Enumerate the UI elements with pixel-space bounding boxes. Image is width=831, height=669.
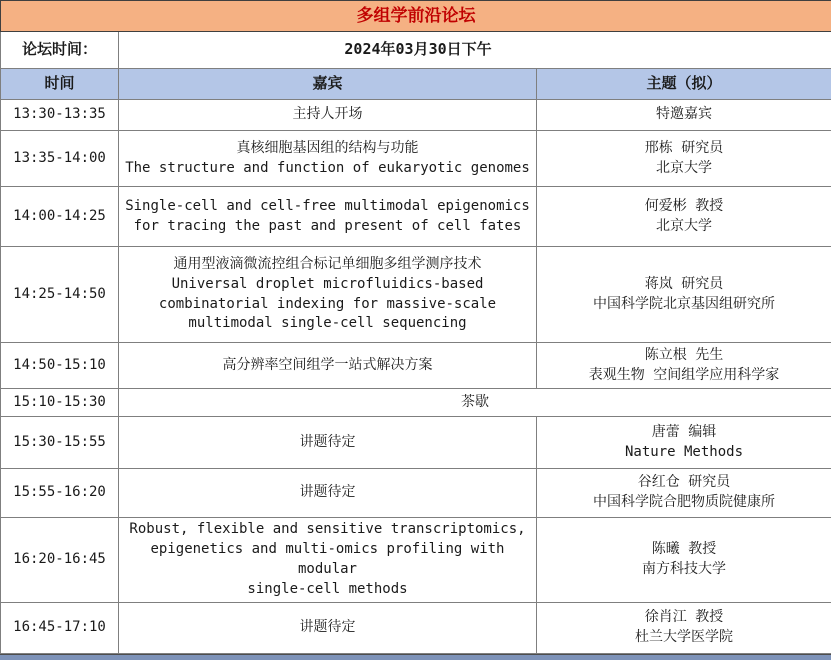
guest-line: 讲题待定	[299, 484, 356, 501]
topic-line: 邢栋 研究员	[644, 139, 724, 156]
guest-line: single-cell methods	[247, 580, 408, 597]
time-cell: 14:00-14:25	[1, 187, 119, 247]
column-header-time: 时间	[1, 69, 119, 100]
forum-time-row	[1, 32, 831, 69]
time-cell: 13:35-14:00	[1, 131, 119, 187]
guest-line: 高分辨率空间组学一站式解决方案	[222, 356, 433, 373]
time-cell: 14:50-15:10	[1, 343, 119, 389]
topic-line: 陈立根 先生	[644, 346, 724, 363]
forum-time-value: 2024年03月30日下午	[119, 32, 831, 69]
title-row	[1, 1, 831, 32]
topic-line: 中国科学院北京基因组研究所	[593, 295, 776, 312]
guest-cell	[119, 100, 537, 131]
guest-line: Single-cell and cell-free multimodal epigenomics	[125, 197, 530, 214]
topic-cell	[537, 131, 831, 187]
topic-line: 表观生物 空间组学应用科学家	[588, 366, 780, 383]
guest-line: 讲题待定	[299, 433, 356, 450]
table-row	[1, 602, 831, 653]
page-title: 多组学前沿论坛	[1, 1, 831, 32]
guest-line: Robust, flexible and sensitive transcriptomics,	[129, 521, 526, 537]
topic-line: 南方科技大学	[642, 560, 727, 577]
table-row	[1, 131, 831, 187]
topic-line: Nature Methods	[625, 443, 744, 460]
forum-time-label: 论坛时间：	[1, 32, 119, 69]
topic-line: 特邀嘉宾	[656, 106, 713, 123]
tea-break-cell: 茶歇	[119, 389, 831, 417]
table-row	[1, 100, 831, 131]
topic-line: 陈曦 教授	[651, 540, 717, 557]
guest-line: multimodal single-cell sequencing	[188, 315, 467, 332]
time-cell: 14:25-14:50	[1, 247, 119, 343]
guest-cell	[119, 469, 537, 518]
topic-line: 徐肖江 教授	[644, 608, 724, 625]
topic-line: 蒋岚 研究员	[644, 275, 724, 292]
topic-cell	[537, 247, 831, 343]
topic-cell	[537, 100, 831, 131]
topic-cell	[537, 469, 831, 518]
guest-line: 通用型液滴微流控组合标记单细胞多组学测序技术	[173, 255, 482, 272]
topic-cell	[537, 343, 831, 389]
table-row-tea-break	[1, 389, 831, 417]
time-cell: 15:55-16:20	[1, 469, 119, 518]
topic-line: 北京大学	[656, 217, 713, 234]
topic-line: 何爱彬 教授	[644, 197, 724, 214]
topic-cell	[537, 518, 831, 603]
guest-cell	[119, 247, 537, 343]
time-cell: 15:30-15:55	[1, 417, 119, 469]
time-cell: 13:30-13:35	[1, 100, 119, 131]
guest-line: 主持人开场	[292, 106, 363, 123]
time-cell: 15:10-15:30	[1, 389, 119, 417]
guest-cell	[119, 518, 537, 603]
column-header-guest: 嘉宾	[119, 69, 537, 100]
topic-cell	[537, 602, 831, 653]
guest-line: epigenetics and multi-omics profiling with modular	[150, 540, 505, 577]
table-row	[1, 343, 831, 389]
column-header-row	[1, 69, 831, 100]
guest-cell	[119, 187, 537, 247]
guest-cell	[119, 602, 537, 653]
topic-line: 杜兰大学医学院	[635, 628, 734, 645]
topic-cell	[537, 187, 831, 247]
time-cell: 16:20-16:45	[1, 518, 119, 603]
column-header-topic: 主题（拟）	[537, 69, 831, 100]
guest-cell	[119, 343, 537, 389]
guest-line: 讲题待定	[299, 618, 356, 635]
table-row	[1, 187, 831, 247]
guest-cell	[119, 131, 537, 187]
table-row	[1, 247, 831, 343]
time-cell: 16:45-17:10	[1, 602, 119, 653]
guest-line: The structure and function of eukaryotic genomes	[125, 159, 530, 176]
table-row	[1, 417, 831, 469]
guest-line: Universal droplet microfluidics-based	[171, 275, 484, 292]
guest-line: 真核细胞基因组的结构与功能	[236, 139, 419, 156]
topic-line: 唐蕾 编辑	[651, 423, 717, 440]
guest-line: for tracing the past and present of cell fates	[133, 217, 522, 234]
guest-cell	[119, 417, 537, 469]
topic-cell	[537, 417, 831, 469]
topic-line: 谷红仓 研究员	[637, 474, 731, 491]
table-row	[1, 518, 831, 603]
next-section-strip	[0, 654, 831, 660]
topic-line: 中国科学院合肥物质院健康所	[593, 494, 776, 510]
topic-line: 北京大学	[656, 159, 713, 176]
table-row	[1, 469, 831, 518]
guest-line: combinatorial indexing for massive-scale	[158, 295, 497, 312]
